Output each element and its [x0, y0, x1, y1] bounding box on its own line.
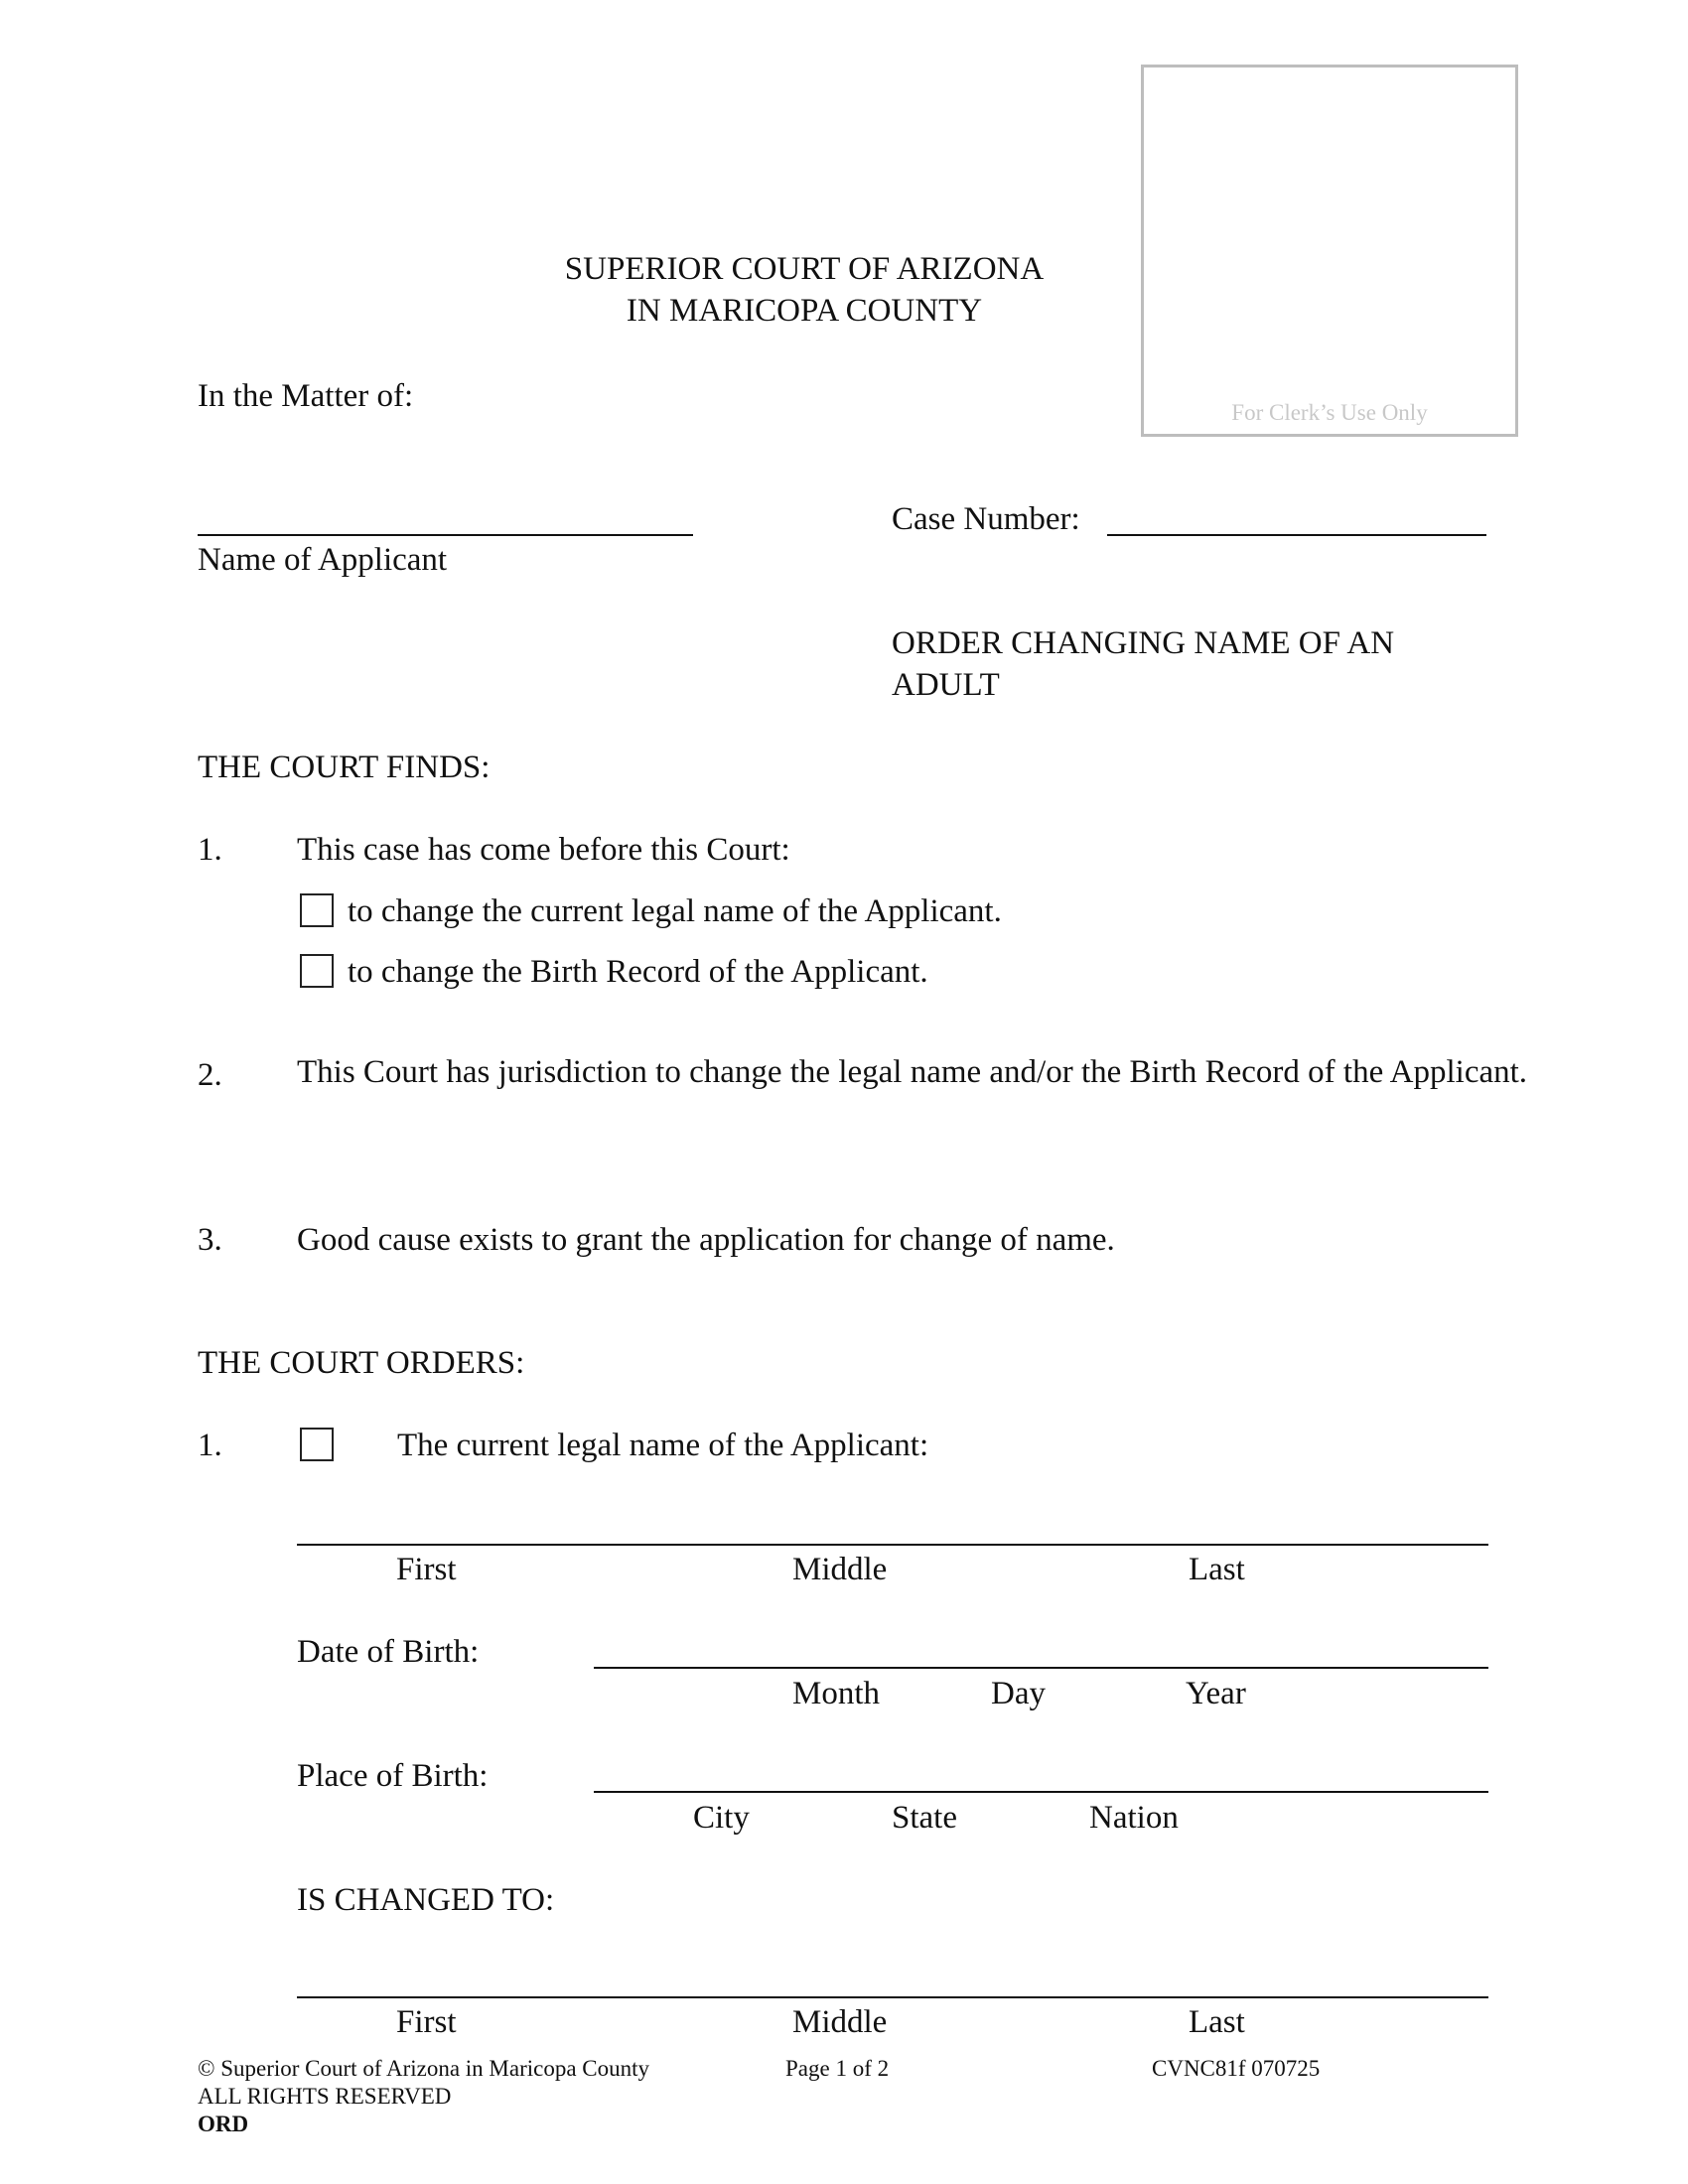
current-middle-label: Middle: [792, 1552, 888, 1587]
footer-rights: ALL RIGHTS RESERVED: [198, 2084, 452, 2109]
new-last-label: Last: [1189, 2004, 1245, 2040]
dob-month-label: Month: [792, 1676, 881, 1711]
finding-2-number: 2.: [198, 1057, 222, 1093]
finding-3-text: Good cause exists to grant the application for change of name.: [297, 1222, 1115, 1258]
finding-1-text: This case has come before this Court:: [297, 832, 790, 868]
dob-day-label: Day: [991, 1676, 1046, 1711]
current-name-line[interactable]: [297, 1544, 1488, 1546]
court-name-line2: IN MARICOPA COUNTY: [626, 293, 983, 329]
new-first-label: First: [396, 2004, 457, 2040]
is-changed-to-label: IS CHANGED TO:: [297, 1882, 555, 1918]
current-last-label: Last: [1189, 1552, 1245, 1587]
court-finds-heading: THE COURT FINDS:: [198, 750, 491, 785]
court-orders-heading: THE COURT ORDERS:: [198, 1345, 525, 1381]
order-1-number: 1.: [198, 1428, 222, 1463]
finding-3-number: 3.: [198, 1222, 222, 1258]
pob-city-label: City: [693, 1800, 750, 1836]
place-of-birth-line[interactable]: [594, 1791, 1488, 1793]
clerk-use-label: For Clerk’s Use Only: [1231, 400, 1428, 425]
applicant-name-line[interactable]: [198, 534, 693, 536]
finding-1-number: 1.: [198, 832, 222, 868]
change-legal-name-option: to change the current legal name of the Applicant.: [348, 893, 1002, 929]
date-of-birth-line[interactable]: [594, 1667, 1488, 1669]
court-name-line1: SUPERIOR COURT OF ARIZONA: [564, 251, 1045, 287]
pob-nation-label: Nation: [1089, 1800, 1179, 1836]
finding-2-text: This Court has jurisdiction to change the legal name and/or the Birth Record of the Applicant.: [297, 1054, 1528, 1090]
in-the-matter-of: In the Matter of:: [198, 378, 414, 414]
change-birth-record-checkbox[interactable]: [300, 954, 334, 988]
case-number-line[interactable]: [1107, 534, 1486, 536]
dob-year-label: Year: [1186, 1676, 1246, 1711]
current-name-checkbox[interactable]: [300, 1428, 334, 1461]
place-of-birth-label: Place of Birth:: [297, 1758, 489, 1794]
footer-page-number: Page 1 of 2: [785, 2056, 890, 2081]
footer-form-code: ORD: [198, 2112, 249, 2136]
change-legal-name-checkbox[interactable]: [300, 893, 334, 927]
date-of-birth-label: Date of Birth:: [297, 1634, 480, 1670]
pob-state-label: State: [892, 1800, 957, 1836]
document-title-line2: ADULT: [892, 667, 1000, 703]
current-first-label: First: [396, 1552, 457, 1587]
clerk-use-box: [1141, 65, 1518, 437]
footer-copyright: © Superior Court of Arizona in Maricopa County: [198, 2056, 650, 2081]
footer-form-id: CVNC81f 070725: [1152, 2056, 1321, 2081]
change-birth-record-option: to change the Birth Record of the Applicant.: [348, 954, 928, 990]
name-of-applicant-label: Name of Applicant: [198, 542, 448, 578]
new-middle-label: Middle: [792, 2004, 888, 2040]
case-number-label: Case Number:: [892, 501, 1080, 537]
document-title-line1: ORDER CHANGING NAME OF AN: [892, 625, 1395, 661]
new-name-line[interactable]: [297, 1996, 1488, 1998]
order-1-text: The current legal name of the Applicant:: [397, 1428, 929, 1463]
